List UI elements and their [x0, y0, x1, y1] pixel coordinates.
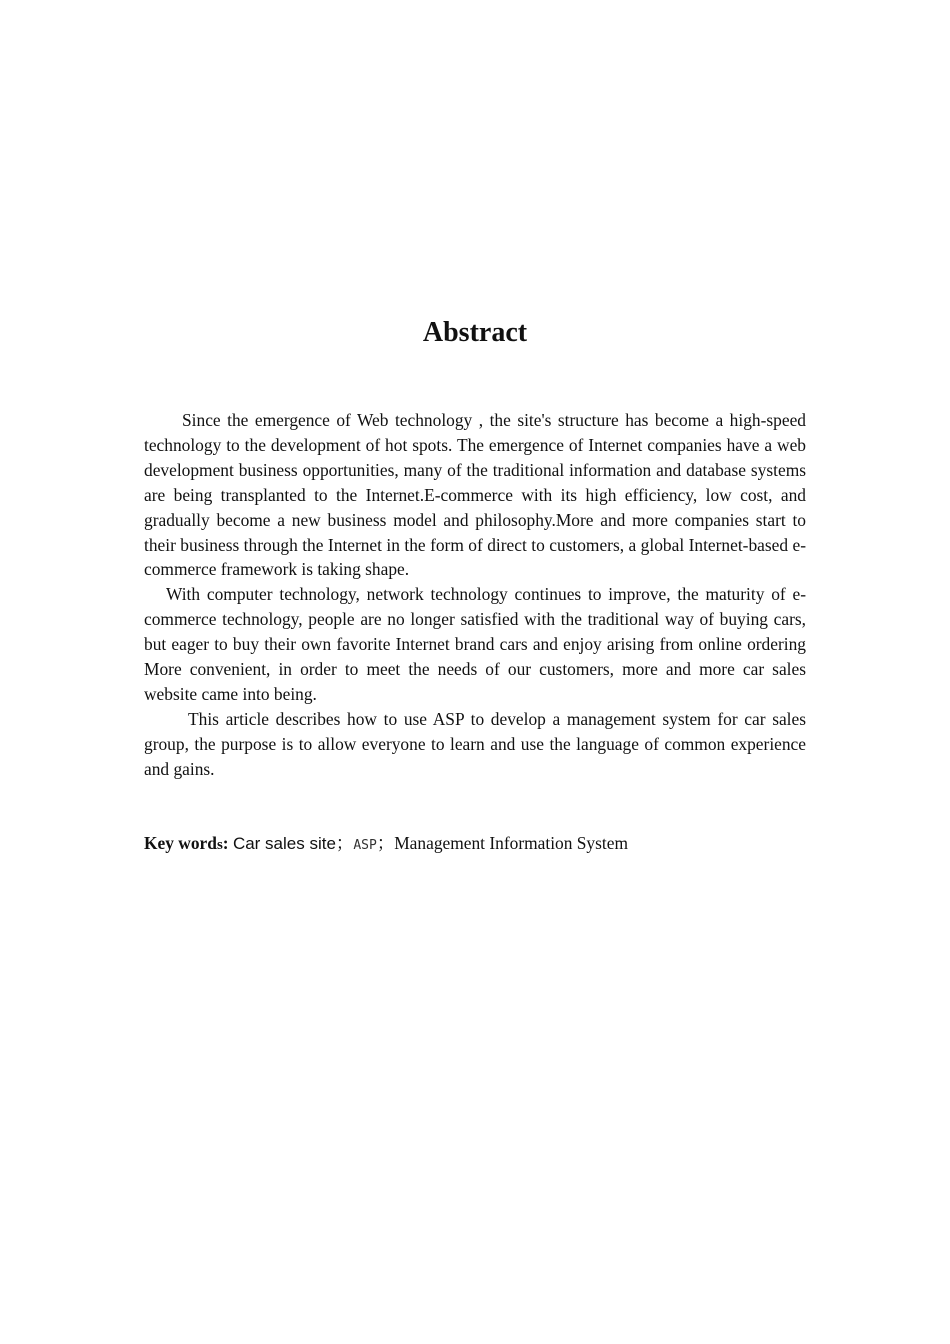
keyword-separator: ； [335, 833, 354, 853]
keyword-mis: Management Information System [394, 833, 628, 853]
abstract-title: Abstract [422, 317, 528, 348]
abstract-paragraph-3: This article describes how to use ASP to develop a management system for car sales group, the purpose is to allow everyone to learn and use the language of common experience and gains. [144, 708, 806, 779]
abstract-body [144, 408, 806, 782]
keyword-car-sales-site: Car sales site [232, 834, 336, 853]
keyword-separator: ； [376, 833, 395, 853]
keywords-label: Key words: [144, 833, 229, 853]
keyword-asp: ASP [353, 838, 377, 853]
abstract-paragraph-2: With computer technology, network technology continues to improve, the maturity of e-commerce technology, people are no longer satisfied with the traditional way of buying cars, but eager to buy their own favorite Internet brand cars and enjoy arising from online ordering More convenient, in order to meet the needs of our customers, more and more car sales website came into being. [144, 584, 806, 704]
abstract-paragraph-1: Since the emergence of Web technology , the site's structure has become a high-speed technology to the development of hot spots. The emergence of Internet companies have a web development business opportunities, many of the traditional information and database systems are being transplanted to the Internet.E-commerce with its high efficiency, low cost, and gradually become a new business model and philosophy.More and more companies start to their business through the Internet in the form of direct to customers, a global Internet-based e-commerce framework is taking shape. [144, 410, 806, 580]
keywords-line [144, 831, 824, 858]
